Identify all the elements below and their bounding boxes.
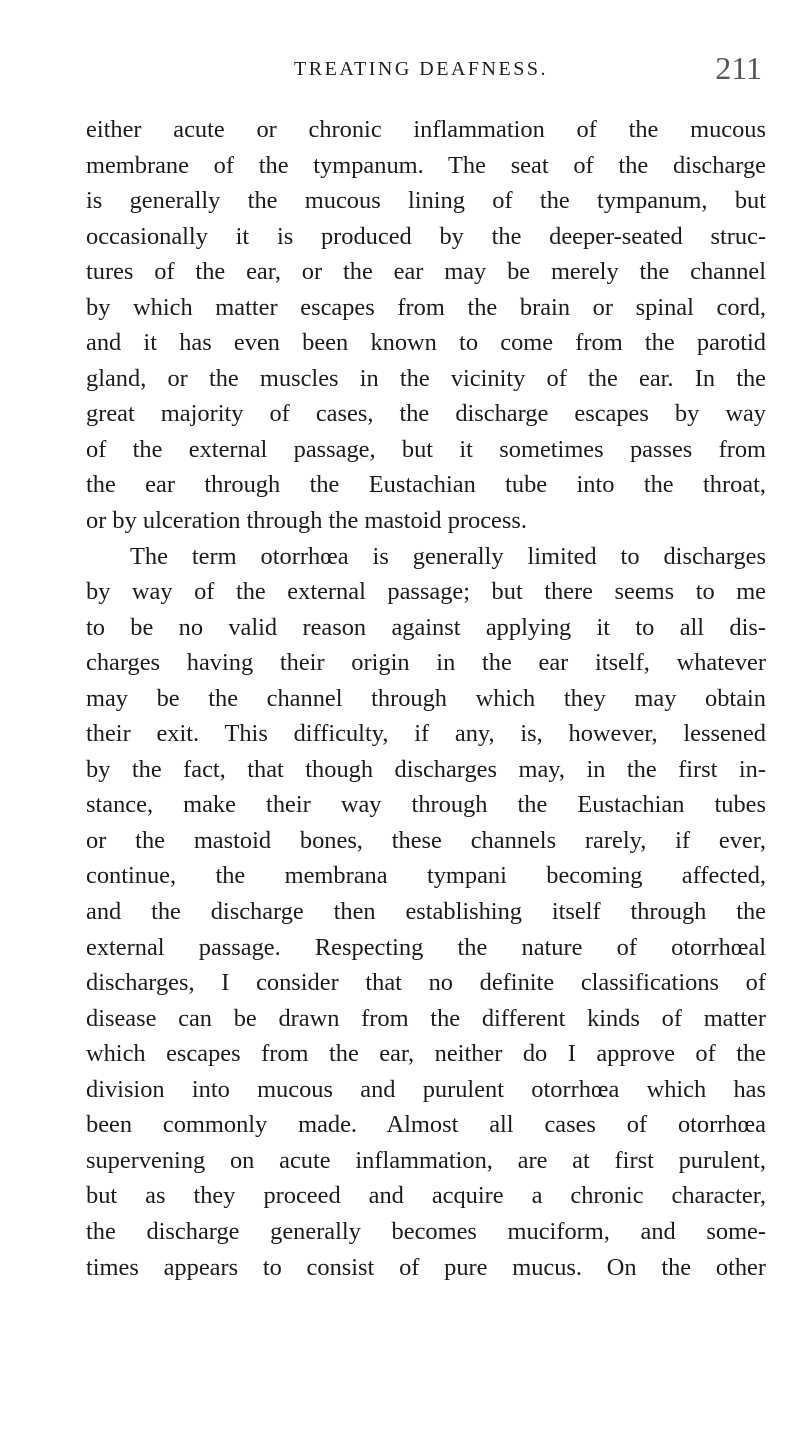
text-line: and the discharge then establishing itself through the <box>86 898 766 926</box>
text-line: and it has even been known to come from the parotid <box>86 329 766 357</box>
body-text <box>86 112 766 1285</box>
paragraph-start-line: The term otorrhœa is generally limited to discharges <box>130 542 766 570</box>
text-line: continue, the membrana tympani becoming affected, <box>86 862 766 890</box>
text-line: their exit. This difficulty, if any, is, however, lessened <box>86 720 766 748</box>
text-line: by the fact, that though discharges may, in the first in- <box>86 755 766 783</box>
text-line: times appears to consist of pure mucus. On the other <box>86 1253 766 1281</box>
running-title: TREATING DEAFNESS. <box>294 58 548 80</box>
text-line: the ear through the Eustachian tube into the throat, <box>86 471 766 499</box>
text-line: or the mastoid bones, these channels rarely, if ever, <box>86 826 766 854</box>
text-line: but as they proceed and acquire a chronic character, <box>86 1182 766 1210</box>
text-line: either acute or chronic inflammation of the mucous <box>86 116 766 143</box>
running-head <box>86 50 762 90</box>
text-line: or by ulceration through the mastoid process. <box>86 507 527 535</box>
text-line: great majority of cases, the discharge escapes by way <box>86 400 766 428</box>
text-line: by way of the external passage; but there seems to me <box>86 578 766 606</box>
text-line: of the external passage, but it sometimes passes from <box>86 435 766 463</box>
text-line: division into mucous and purulent otorrhœa which has <box>86 1075 766 1103</box>
text-line: membrane of the tympanum. The seat of the discharge <box>86 151 766 179</box>
text-line: to be no valid reason against applying it to all dis- <box>86 613 766 641</box>
text-line: which escapes from the ear, neither do I approve of the <box>86 1040 766 1068</box>
text-line: disease can be drawn from the different kinds of matter <box>86 1004 766 1032</box>
text-line: stance, make their way through the Eustachian tubes <box>86 791 766 819</box>
text-line: is generally the mucous lining of the tympanum, but <box>86 187 766 215</box>
text-line: the discharge generally becomes muciform, and some- <box>86 1217 766 1245</box>
text-line: discharges, I consider that no definite classifications of <box>86 969 766 997</box>
text-line: tures of the ear, or the ear may be merely the channel <box>86 258 766 286</box>
text-line: gland, or the muscles in the vicinity of the ear. In the <box>86 364 766 392</box>
text-line: been commonly made. Almost all cases of otorrhœa <box>86 1111 766 1139</box>
text-line: charges having their origin in the ear itself, whatever <box>86 649 766 677</box>
text-line: occasionally it is produced by the deeper-seated struc- <box>86 222 766 250</box>
text-line: may be the channel through which they may obtain <box>86 684 766 712</box>
text-line: external passage. Respecting the nature of otorrhœal <box>86 933 766 961</box>
text-line: by which matter escapes from the brain or spinal cord, <box>86 293 766 321</box>
page-number: 211 <box>715 50 762 86</box>
text-line: supervening on acute inflammation, are at first purulent, <box>86 1146 766 1174</box>
